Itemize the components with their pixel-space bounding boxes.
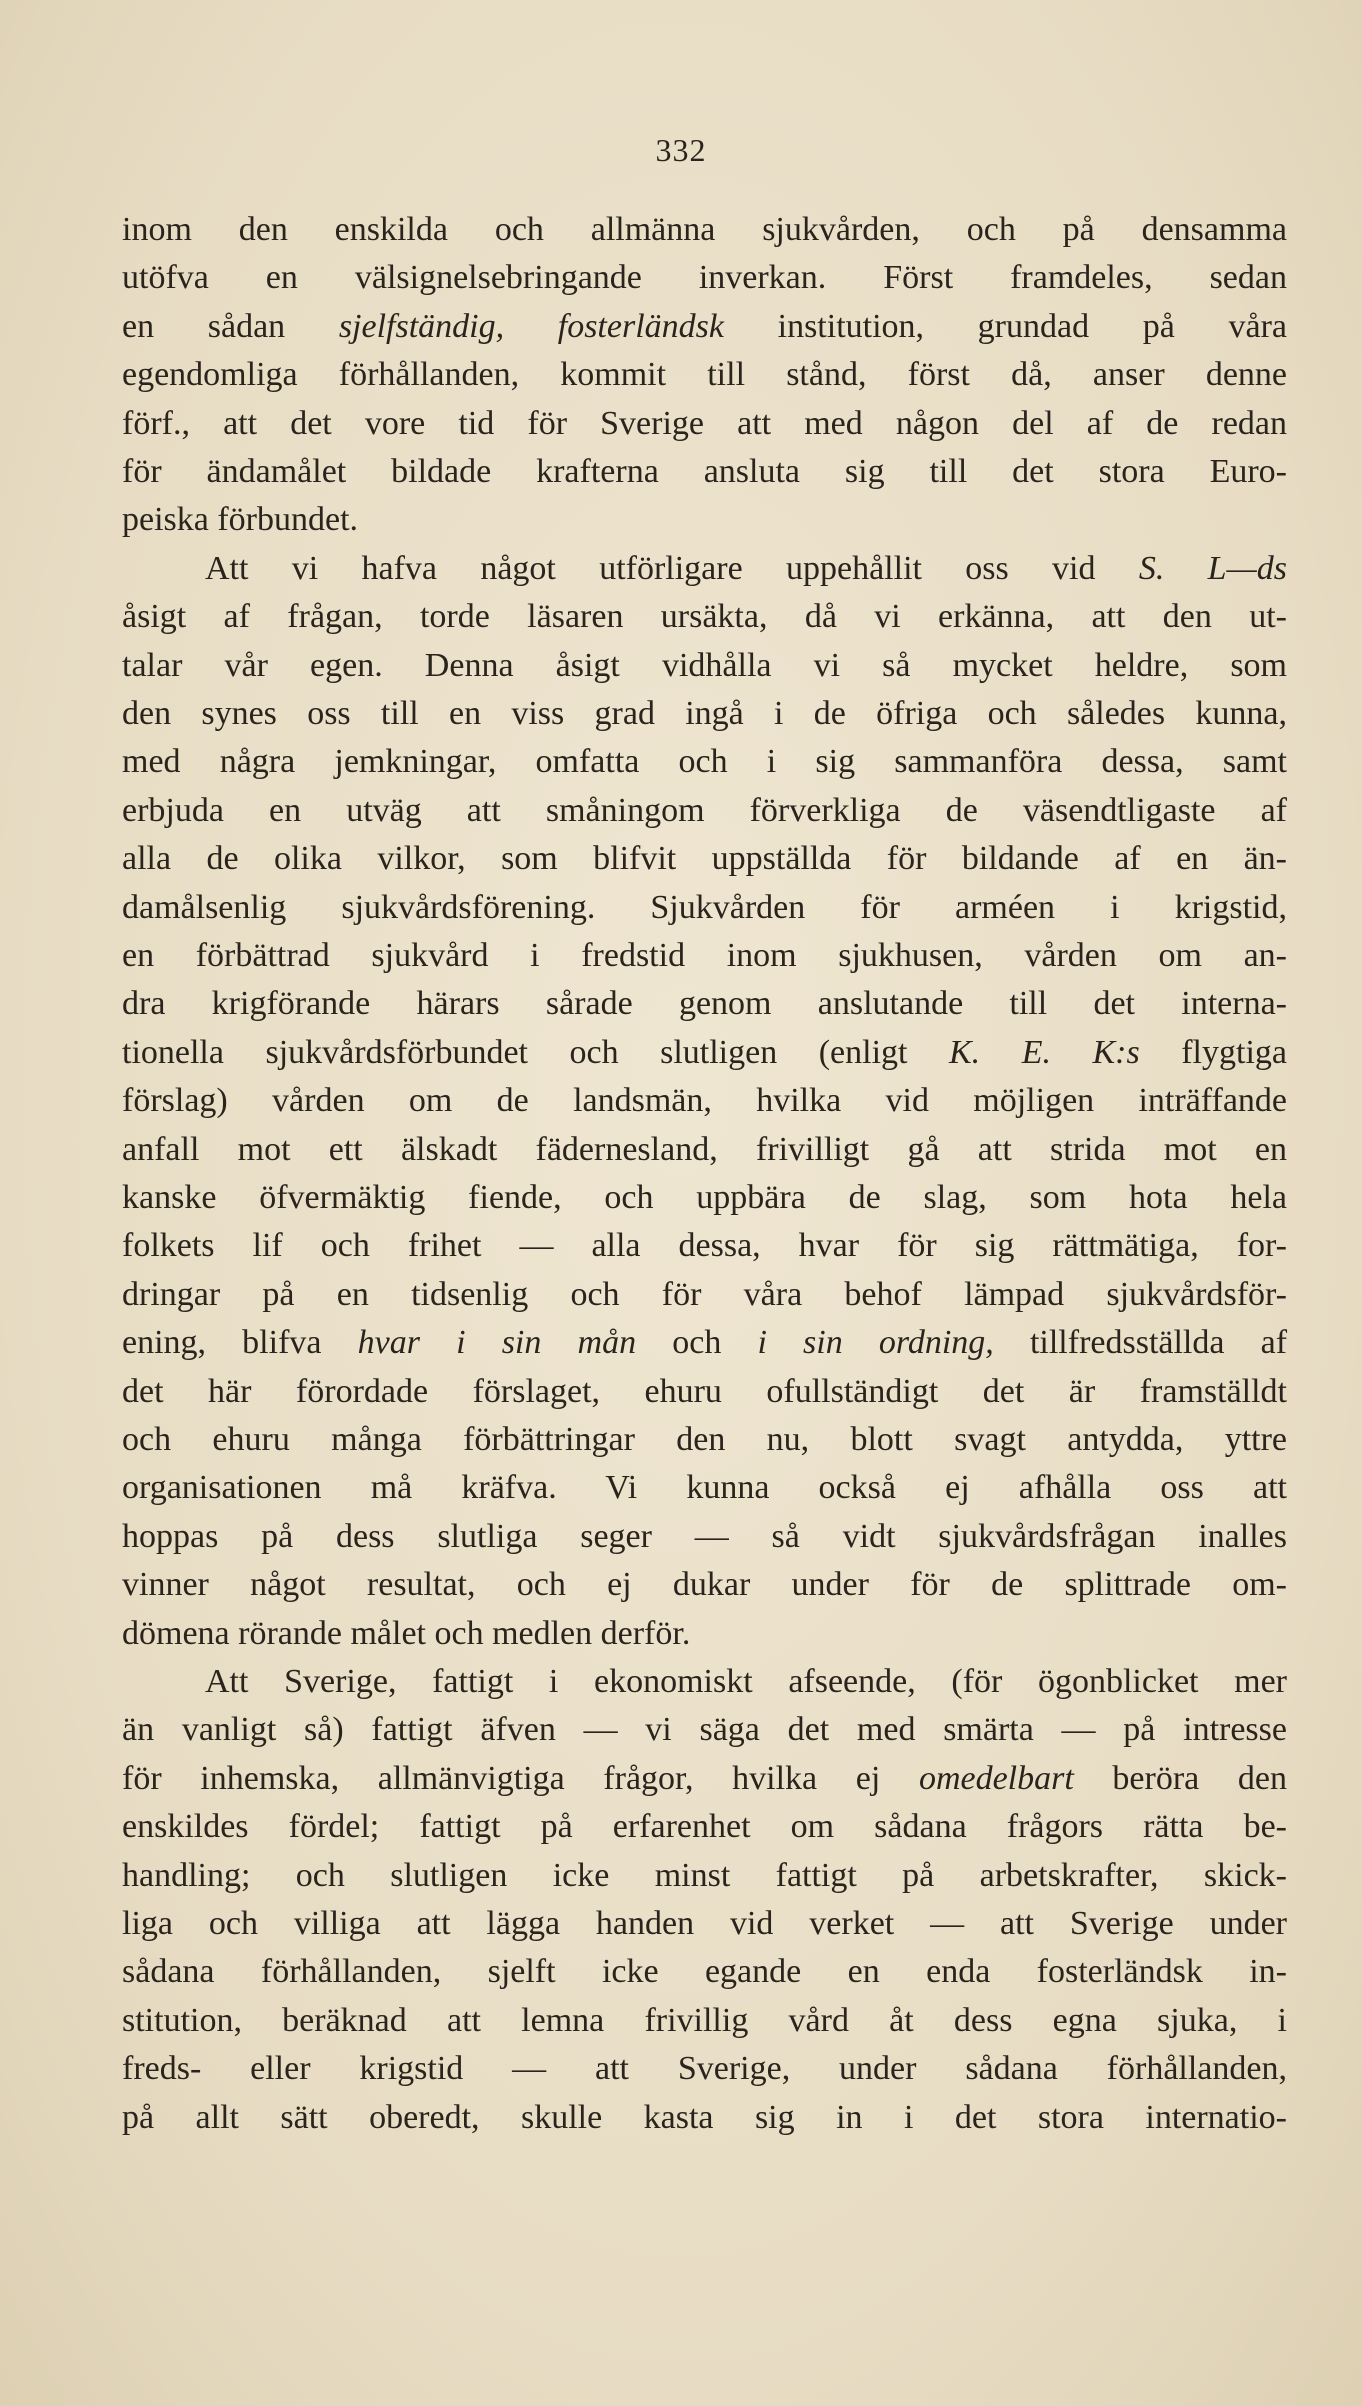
text-segment: enskildes fördel; fattigt på erfarenhet om sådana frågors rätta be- xyxy=(122,1808,1287,1846)
text-segment: erbjuda en utväg att småningom förverkliga de väsendtligaste af xyxy=(122,791,1287,829)
text-line xyxy=(122,1173,1287,1223)
text-line xyxy=(122,834,1287,884)
text-line xyxy=(122,1899,1287,1949)
text-line xyxy=(122,979,1287,1029)
text-line xyxy=(122,1318,1287,1368)
text-line xyxy=(122,737,1287,787)
text-line xyxy=(122,253,1287,303)
text-segment: förslag) vården om de landsmän, hvilka vid möjligen inträffande xyxy=(122,1082,1287,1120)
text-segment: utöfva en välsignelsebringande inverkan. Först framdeles, sedan xyxy=(122,259,1287,297)
text-line xyxy=(122,1125,1287,1175)
text-segment: med några jemkningar, omfatta och i sig sammanföra dessa, samt xyxy=(122,743,1287,781)
text-segment: institution, grundad på våra xyxy=(723,307,1287,345)
text-segment: inom den enskilda och allmänna sjukvården, och på densamma xyxy=(122,211,1287,248)
text-line xyxy=(122,1512,1287,1562)
text-segment: och xyxy=(636,1324,758,1362)
text-segment: sådana förhållanden, sjelft icke egande en enda fosterländsk in- xyxy=(122,1953,1287,1991)
text-segment: det här förordade förslaget, ehuru ofullständigt det är framställdt xyxy=(122,1372,1287,1410)
italic-text: i sin ordning, xyxy=(757,1324,994,1362)
text-line xyxy=(122,786,1287,836)
text-line xyxy=(122,447,1287,497)
text-line xyxy=(122,1415,1287,1465)
text-segment: dringar på en tidsenlig och för våra behof lämpad sjukvårdsför- xyxy=(122,1275,1287,1313)
page-number: 332 xyxy=(655,132,707,168)
text-line xyxy=(122,1367,1287,1417)
text-segment: liga och villiga att lägga handen vid verket — att Sverige under xyxy=(122,1905,1287,1942)
text-segment: hoppas på dess slutliga seger — så vidt sjukvårdsfrågan inalles xyxy=(122,1517,1287,1555)
text-segment: stitution, beräknad att lemna frivillig vård åt dess egna sjuka, i xyxy=(122,2001,1287,2039)
text-line xyxy=(122,2044,1287,2094)
text-line xyxy=(122,1705,1287,1755)
text-segment: Att vi hafva något utförligare uppehållit oss vid xyxy=(205,549,1139,587)
text-segment: tillfredsställda af xyxy=(993,1324,1288,1362)
text-line xyxy=(122,641,1287,691)
text-line xyxy=(122,1560,1287,1610)
text-line xyxy=(122,1996,1287,2046)
text-line xyxy=(122,350,1287,400)
text-segment: för ändamålet bildade krafterna ansluta sig till det stora Euro- xyxy=(122,453,1287,490)
text-line xyxy=(122,399,1287,449)
text-segment: den synes oss till en viss grad ingå i de öfriga och således kunna, xyxy=(122,695,1287,732)
text-segment: på allt sätt oberedt, skulle kasta sig in i det stora internatio- xyxy=(122,2098,1287,2136)
text-segment: en sådan xyxy=(122,307,339,345)
text-segment: ening, blifva xyxy=(122,1324,358,1362)
text-line xyxy=(122,1754,1287,1804)
text-segment: förf., att det vore tid för Sverige att med någon del af de redan xyxy=(122,404,1287,442)
text-segment: folkets lif och frihet — alla dessa, hvar för sig rättmätiga, for- xyxy=(122,1227,1287,1265)
text-line xyxy=(122,1028,1287,1078)
text-line xyxy=(122,495,1287,545)
text-segment: åsigt af frågan, torde läsaren ursäkta, då vi erkänna, att den ut- xyxy=(122,598,1287,636)
text-line xyxy=(122,1463,1287,1513)
text-segment: än vanligt så) fattigt äfven — vi säga det med smärta — på intresse xyxy=(122,1711,1287,1749)
text-segment: beröra den xyxy=(1073,1759,1287,1797)
text-segment: och ehuru många förbättringar den nu, blott svagt antydda, yttre xyxy=(122,1421,1287,1458)
text-line xyxy=(122,2093,1287,2143)
text-segment: talar vår egen. Denna åsigt vidhålla vi så mycket heldre, som xyxy=(122,646,1287,684)
text-segment: Att Sverige, fattigt i ekonomiskt afseende, (för ögonblicket mer xyxy=(205,1663,1287,1700)
italic-text: sjelfständig, fosterländsk xyxy=(338,307,724,345)
text-segment: organisationen må kräfva. Vi kunna också ej afhålla oss att xyxy=(122,1469,1287,1507)
text-segment: freds- eller krigstid — att Sverige, under sådana förhållanden, xyxy=(122,2050,1287,2088)
text-line xyxy=(122,1851,1287,1901)
text-segment: flygtiga xyxy=(1139,1033,1287,1071)
text-line xyxy=(122,1076,1287,1126)
text-line xyxy=(122,1221,1287,1271)
text-line xyxy=(122,1270,1287,1320)
text-line xyxy=(205,544,1287,594)
text-segment: en förbättrad sjukvård i fredstid inom sjukhusen, vården om an- xyxy=(122,937,1287,974)
text-line xyxy=(122,931,1287,981)
text-segment: alla de olika vilkor, som blifvit uppställda för bildande af en än- xyxy=(122,840,1287,878)
text-segment: peiska förbundet. xyxy=(122,501,359,539)
text-segment: för inhemska, allmänvigtiga frågor, hvilka ej xyxy=(122,1759,919,1797)
text-segment: egendomliga förhållanden, kommit till stånd, först då, anser denne xyxy=(122,356,1287,394)
text-line xyxy=(122,1802,1287,1852)
italic-text: S. L—ds xyxy=(1138,549,1287,587)
italic-text: K. E. K:s xyxy=(949,1033,1140,1071)
text-segment: handling; och slutligen icke minst fattigt på arbetskrafter, skick- xyxy=(122,1856,1287,1894)
text-segment: anfall mot ett älskadt fädernesland, frivilligt gå att strida mot en xyxy=(122,1130,1287,1168)
text-line xyxy=(122,592,1287,642)
text-line xyxy=(122,1609,1287,1659)
text-line xyxy=(122,689,1287,739)
text-line xyxy=(122,205,1287,255)
text-segment: kanske öfvermäktig fiende, och uppbära de slag, som hota hela xyxy=(122,1179,1287,1216)
text-line xyxy=(122,883,1287,933)
text-line xyxy=(205,1657,1287,1707)
italic-text: omedelbart xyxy=(918,1759,1074,1797)
italic-text: hvar i sin mån xyxy=(357,1324,637,1362)
text-segment: damålsenlig sjukvårdsförening. Sjukvården för arméen i krigstid, xyxy=(122,888,1287,926)
text-segment: tionella sjukvårdsförbundet och slutligen (enligt xyxy=(122,1033,949,1071)
text-line xyxy=(122,1947,1287,1997)
text-segment: dra krigförande härars sårade genom anslutande till det interna- xyxy=(122,985,1287,1023)
text-segment: vinner något resultat, och ej dukar under för de splittrade om- xyxy=(122,1566,1287,1604)
text-segment: dömena rörande målet och medlen derför. xyxy=(122,1614,691,1652)
text-line xyxy=(122,302,1287,352)
